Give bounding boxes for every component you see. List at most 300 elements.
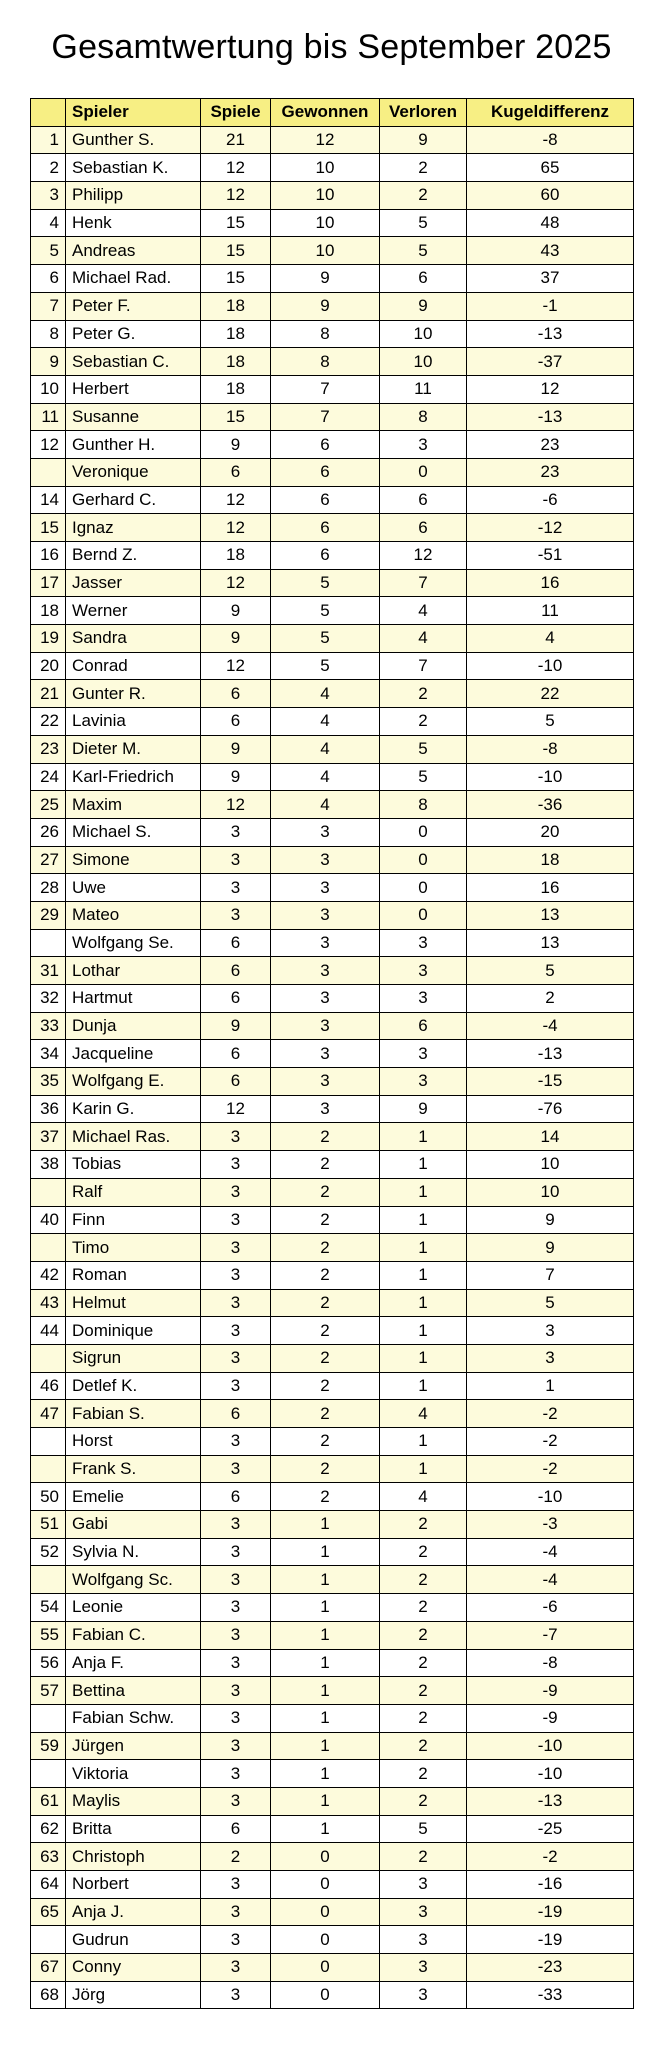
player-name-cell: Britta [66,1815,201,1843]
table-row [31,1981,634,2009]
table-row [31,1732,634,1760]
ball-difference-cell: 7 [467,1261,634,1289]
won-cell: 1 [271,1760,380,1788]
table-row [31,1455,634,1483]
lost-cell: 3 [380,1040,467,1068]
games-cell: 3 [201,1981,271,2009]
lost-cell: 1 [380,1372,467,1400]
lost-cell: 2 [380,1732,467,1760]
table-row [31,1538,634,1566]
rank-cell: 40 [31,1206,66,1234]
ball-difference-cell: 23 [467,431,634,459]
games-cell: 6 [201,708,271,736]
games-cell: 6 [201,929,271,957]
rank-cell: 56 [31,1649,66,1677]
won-cell: 4 [271,680,380,708]
player-name-cell: Simone [66,846,201,874]
games-cell: 18 [201,542,271,570]
lost-cell: 2 [380,1843,467,1871]
table-row [31,1704,634,1732]
rank-cell: 47 [31,1400,66,1428]
player-name-cell: Michael Rad. [66,265,201,293]
player-name-cell: Bettina [66,1677,201,1705]
ball-difference-cell: 9 [467,1234,634,1262]
lost-cell: 10 [380,348,467,376]
lost-cell: 0 [380,818,467,846]
lost-cell: 1 [380,1428,467,1456]
won-cell: 0 [271,1954,380,1982]
ball-difference-cell: -10 [467,1760,634,1788]
won-cell: 6 [271,458,380,486]
won-cell: 12 [271,126,380,154]
games-cell: 18 [201,320,271,348]
ball-difference-cell: -8 [467,126,634,154]
won-cell: 1 [271,1677,380,1705]
won-cell: 1 [271,1815,380,1843]
ball-difference-cell: -2 [467,1843,634,1871]
won-cell: 3 [271,929,380,957]
rank-cell: 65 [31,1898,66,1926]
games-cell: 9 [201,763,271,791]
table-row [31,375,634,403]
games-cell: 3 [201,1732,271,1760]
lost-cell: 10 [380,320,467,348]
rank-cell: 33 [31,1012,66,1040]
ball-difference-cell: 16 [467,874,634,902]
ball-difference-cell: -12 [467,514,634,542]
ball-difference-cell: 48 [467,209,634,237]
player-name-cell: Gunther H. [66,431,201,459]
games-cell: 12 [201,154,271,182]
table-row [31,1317,634,1345]
ball-difference-cell: -4 [467,1012,634,1040]
lost-cell: 3 [380,1954,467,1982]
won-cell: 1 [271,1511,380,1539]
rank-cell: 2 [31,154,66,182]
table-row [31,348,634,376]
ball-difference-cell: 22 [467,680,634,708]
rank-cell: 37 [31,1123,66,1151]
table-row [31,1594,634,1622]
ball-difference-cell: -16 [467,1871,634,1899]
player-name-cell: Conrad [66,652,201,680]
won-cell: 7 [271,375,380,403]
header-ball-difference: Kugeldifferenz [467,99,634,127]
lost-cell: 11 [380,375,467,403]
ball-difference-cell: -6 [467,486,634,514]
lost-cell: 4 [380,1483,467,1511]
table-row [31,1871,634,1899]
won-cell: 3 [271,1095,380,1123]
player-name-cell: Horst [66,1428,201,1456]
table-row [31,1483,634,1511]
won-cell: 6 [271,486,380,514]
games-cell: 3 [201,1954,271,1982]
header-player: Spieler [66,99,201,127]
ball-difference-cell: -36 [467,791,634,819]
rank-cell: 9 [31,348,66,376]
games-cell: 3 [201,1898,271,1926]
won-cell: 2 [271,1289,380,1317]
rank-cell: 57 [31,1677,66,1705]
ball-difference-cell: -9 [467,1677,634,1705]
rank-cell: 17 [31,569,66,597]
games-cell: 3 [201,874,271,902]
player-name-cell: Wolfgang E. [66,1068,201,1096]
rank-cell [31,1760,66,1788]
player-name-cell: Karl-Friedrich [66,763,201,791]
rank-cell: 24 [31,763,66,791]
table-row [31,1068,634,1096]
table-row [31,1566,634,1594]
lost-cell: 8 [380,403,467,431]
ball-difference-cell: -51 [467,542,634,570]
player-name-cell: Henk [66,209,201,237]
lost-cell: 2 [380,1787,467,1815]
player-name-cell: Peter F. [66,292,201,320]
lost-cell: 1 [380,1123,467,1151]
table-row [31,763,634,791]
lost-cell: 7 [380,569,467,597]
lost-cell: 2 [380,154,467,182]
ball-difference-cell: 3 [467,1344,634,1372]
games-cell: 3 [201,1704,271,1732]
lost-cell: 12 [380,542,467,570]
table-row [31,652,634,680]
rank-cell [31,458,66,486]
games-cell: 15 [201,265,271,293]
lost-cell: 5 [380,237,467,265]
rank-cell: 15 [31,514,66,542]
player-name-cell: Wolfgang Se. [66,929,201,957]
rank-cell: 16 [31,542,66,570]
won-cell: 3 [271,818,380,846]
won-cell: 6 [271,514,380,542]
games-cell: 3 [201,1871,271,1899]
table-row [31,542,634,570]
table-row [31,1178,634,1206]
ball-difference-cell: -9 [467,1704,634,1732]
table-row [31,708,634,736]
lost-cell: 1 [380,1151,467,1179]
won-cell: 3 [271,901,380,929]
lost-cell: 1 [380,1261,467,1289]
rank-cell: 29 [31,901,66,929]
games-cell: 18 [201,375,271,403]
table-row [31,1621,634,1649]
player-name-cell: Michael Ras. [66,1123,201,1151]
rank-cell: 19 [31,625,66,653]
lost-cell: 5 [380,763,467,791]
games-cell: 3 [201,818,271,846]
rank-cell: 5 [31,237,66,265]
won-cell: 9 [271,265,380,293]
won-cell: 1 [271,1732,380,1760]
table-row [31,320,634,348]
table-row [31,265,634,293]
games-cell: 9 [201,735,271,763]
ball-difference-cell: -8 [467,1649,634,1677]
games-cell: 12 [201,569,271,597]
won-cell: 1 [271,1649,380,1677]
lost-cell: 1 [380,1455,467,1483]
ball-difference-cell: -10 [467,763,634,791]
lost-cell: 4 [380,597,467,625]
player-name-cell: Hartmut [66,985,201,1013]
won-cell: 1 [271,1621,380,1649]
rank-cell: 51 [31,1511,66,1539]
table-row [31,1344,634,1372]
ball-difference-cell: 3 [467,1317,634,1345]
games-cell: 3 [201,1206,271,1234]
ball-difference-cell: 9 [467,1206,634,1234]
won-cell: 2 [271,1178,380,1206]
rank-cell [31,929,66,957]
rank-cell: 6 [31,265,66,293]
ball-difference-cell: 5 [467,708,634,736]
ball-difference-cell: -8 [467,735,634,763]
lost-cell: 6 [380,1012,467,1040]
ball-difference-cell: -15 [467,1068,634,1096]
lost-cell: 3 [380,1926,467,1954]
player-name-cell: Sylvia N. [66,1538,201,1566]
table-row [31,431,634,459]
ball-difference-cell: -13 [467,320,634,348]
table-row [31,1123,634,1151]
player-name-cell: Wolfgang Sc. [66,1566,201,1594]
won-cell: 0 [271,1926,380,1954]
lost-cell: 0 [380,846,467,874]
won-cell: 1 [271,1538,380,1566]
player-name-cell: Fabian C. [66,1621,201,1649]
table-row [31,1815,634,1843]
ball-difference-cell: 65 [467,154,634,182]
table-row [31,292,634,320]
won-cell: 3 [271,1068,380,1096]
player-name-cell: Jürgen [66,1732,201,1760]
ball-difference-cell: -3 [467,1511,634,1539]
player-name-cell: Dieter M. [66,735,201,763]
rank-cell: 31 [31,957,66,985]
games-cell: 3 [201,1566,271,1594]
table-row [31,126,634,154]
header-won: Gewonnen [271,99,380,127]
won-cell: 2 [271,1261,380,1289]
won-cell: 1 [271,1594,380,1622]
ball-difference-cell: 10 [467,1151,634,1179]
ball-difference-cell: -1 [467,292,634,320]
rank-cell: 27 [31,846,66,874]
ball-difference-cell: -2 [467,1455,634,1483]
rank-cell: 61 [31,1787,66,1815]
player-name-cell: Finn [66,1206,201,1234]
won-cell: 1 [271,1566,380,1594]
lost-cell: 7 [380,652,467,680]
won-cell: 5 [271,625,380,653]
table-row [31,680,634,708]
table-row [31,1095,634,1123]
player-name-cell: Sigrun [66,1344,201,1372]
ball-difference-cell: 23 [467,458,634,486]
lost-cell: 3 [380,957,467,985]
games-cell: 6 [201,1400,271,1428]
player-name-cell: Mateo [66,901,201,929]
games-cell: 6 [201,1815,271,1843]
won-cell: 2 [271,1372,380,1400]
won-cell: 8 [271,348,380,376]
lost-cell: 3 [380,1871,467,1899]
games-cell: 6 [201,1068,271,1096]
table-row [31,929,634,957]
player-name-cell: Helmut [66,1289,201,1317]
ball-difference-cell: -13 [467,1040,634,1068]
ball-difference-cell: 16 [467,569,634,597]
won-cell: 5 [271,569,380,597]
won-cell: 2 [271,1234,380,1262]
player-name-cell: Dunja [66,1012,201,1040]
rank-cell: 59 [31,1732,66,1760]
rank-cell: 54 [31,1594,66,1622]
player-name-cell: Gunther S. [66,126,201,154]
ball-difference-cell: -19 [467,1898,634,1926]
lost-cell: 5 [380,735,467,763]
rank-cell: 68 [31,1981,66,2009]
ball-difference-cell: -13 [467,403,634,431]
games-cell: 3 [201,1123,271,1151]
ball-difference-cell: 4 [467,625,634,653]
rank-cell [31,1428,66,1456]
lost-cell: 6 [380,486,467,514]
rank-cell: 12 [31,431,66,459]
games-cell: 12 [201,486,271,514]
table-row [31,846,634,874]
won-cell: 7 [271,403,380,431]
player-name-cell: Detlef K. [66,1372,201,1400]
lost-cell: 1 [380,1234,467,1262]
rank-cell: 63 [31,1843,66,1871]
rank-cell: 20 [31,652,66,680]
lost-cell: 1 [380,1206,467,1234]
games-cell: 6 [201,1040,271,1068]
table-row [31,1843,634,1871]
table-row [31,182,634,210]
won-cell: 10 [271,237,380,265]
won-cell: 3 [271,1012,380,1040]
lost-cell: 5 [380,1815,467,1843]
ball-difference-cell: 20 [467,818,634,846]
player-name-cell: Emelie [66,1483,201,1511]
won-cell: 6 [271,431,380,459]
lost-cell: 3 [380,929,467,957]
table-row [31,1372,634,1400]
player-name-cell: Herbert [66,375,201,403]
player-name-cell: Jasser [66,569,201,597]
player-name-cell: Christoph [66,1843,201,1871]
lost-cell: 2 [380,1511,467,1539]
player-name-cell: Philipp [66,182,201,210]
games-cell: 6 [201,458,271,486]
ball-difference-cell: -33 [467,1981,634,2009]
lost-cell: 2 [380,708,467,736]
rank-cell: 14 [31,486,66,514]
ball-difference-cell: -2 [467,1400,634,1428]
won-cell: 2 [271,1400,380,1428]
table-row [31,985,634,1013]
games-cell: 2 [201,1843,271,1871]
lost-cell: 9 [380,292,467,320]
games-cell: 15 [201,403,271,431]
games-cell: 12 [201,514,271,542]
won-cell: 3 [271,985,380,1013]
games-cell: 3 [201,1234,271,1262]
games-cell: 3 [201,1261,271,1289]
won-cell: 9 [271,292,380,320]
ball-difference-cell: 5 [467,957,634,985]
won-cell: 3 [271,957,380,985]
won-cell: 0 [271,1843,380,1871]
games-cell: 3 [201,1455,271,1483]
games-cell: 18 [201,348,271,376]
table-row [31,514,634,542]
won-cell: 0 [271,1898,380,1926]
ball-difference-cell: 37 [467,265,634,293]
table-row [31,791,634,819]
rank-cell: 28 [31,874,66,902]
lost-cell: 9 [380,1095,467,1123]
table-body [31,126,634,2009]
player-name-cell: Lavinia [66,708,201,736]
games-cell: 6 [201,985,271,1013]
player-name-cell: Veronique [66,458,201,486]
rank-cell: 42 [31,1261,66,1289]
ball-difference-cell: -10 [467,1483,634,1511]
won-cell: 8 [271,320,380,348]
table-row [31,1428,634,1456]
won-cell: 3 [271,874,380,902]
table-row [31,597,634,625]
player-name-cell: Sebastian C. [66,348,201,376]
rank-cell: 38 [31,1151,66,1179]
player-name-cell: Timo [66,1234,201,1262]
rank-cell [31,1704,66,1732]
player-name-cell: Conny [66,1954,201,1982]
player-name-cell: Michael S. [66,818,201,846]
lost-cell: 9 [380,126,467,154]
rank-cell: 21 [31,680,66,708]
games-cell: 3 [201,1760,271,1788]
ball-difference-cell: -7 [467,1621,634,1649]
lost-cell: 1 [380,1344,467,1372]
games-cell: 18 [201,292,271,320]
games-cell: 3 [201,1178,271,1206]
player-name-cell: Sandra [66,625,201,653]
lost-cell: 6 [380,265,467,293]
games-cell: 6 [201,680,271,708]
rank-cell: 50 [31,1483,66,1511]
rank-cell: 52 [31,1538,66,1566]
player-name-cell: Gerhard C. [66,486,201,514]
games-cell: 6 [201,1483,271,1511]
table-row [31,957,634,985]
games-cell: 3 [201,1594,271,1622]
rank-cell: 64 [31,1871,66,1899]
lost-cell: 2 [380,1538,467,1566]
won-cell: 4 [271,735,380,763]
won-cell: 2 [271,1317,380,1345]
games-cell: 9 [201,625,271,653]
games-cell: 12 [201,791,271,819]
page-title: Gesamtwertung bis September 2025 [51,28,612,66]
